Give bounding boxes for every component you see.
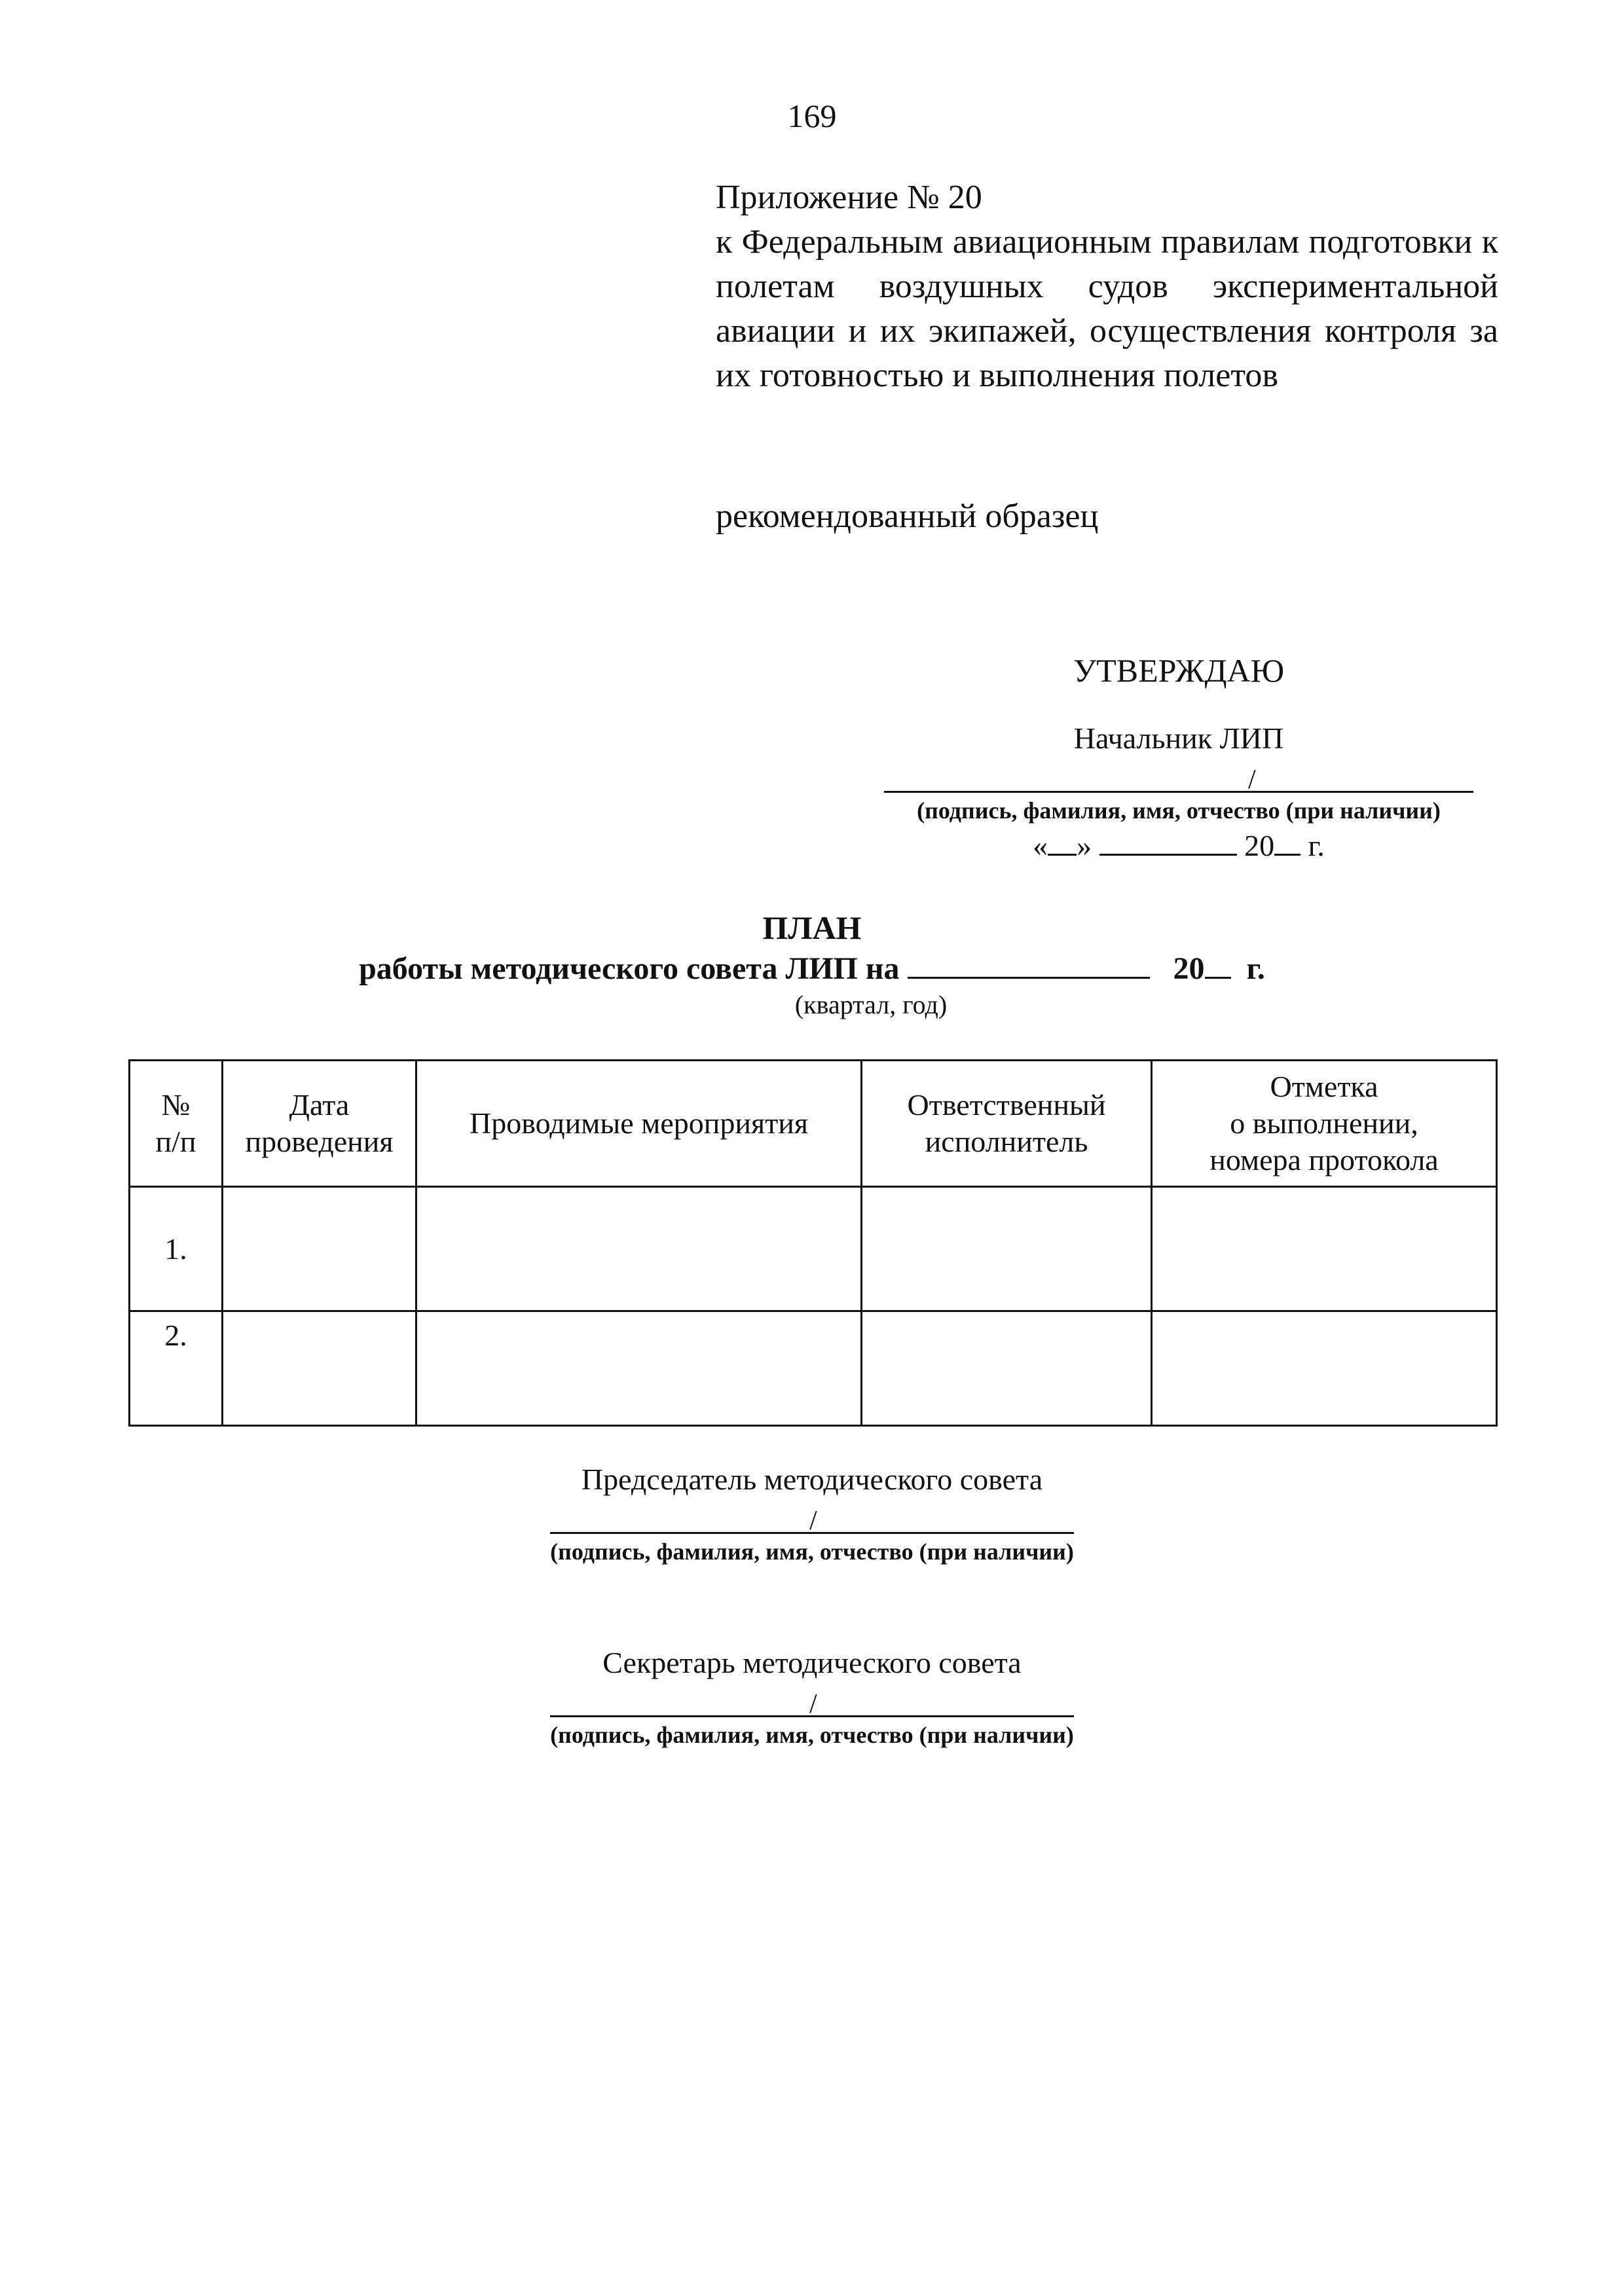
page-number: 169	[787, 98, 837, 134]
row-responsible-cell[interactable]	[862, 1311, 1152, 1426]
approval-signature-slash: /	[1248, 765, 1256, 795]
chairman-signature-caption: (подпись, фамилия, имя, отчество (при наличии)	[550, 1539, 1074, 1565]
chairman-block	[485, 1460, 1139, 1567]
header-mark	[1152, 1061, 1497, 1187]
row-mark-cell[interactable]	[1152, 1311, 1497, 1426]
table-header-row	[130, 1061, 1497, 1187]
header-num	[130, 1061, 223, 1187]
plan-subtitle-prefix: работы методического совета ЛИП на	[359, 951, 900, 986]
appendix-block	[716, 175, 1498, 398]
row-date-cell[interactable]	[223, 1311, 416, 1426]
chairman-signature-slash: /	[809, 1506, 817, 1536]
plan-year-blank[interactable]	[1205, 951, 1231, 979]
row-date-cell[interactable]	[223, 1187, 416, 1311]
header-date-line2: проведения	[245, 1125, 394, 1158]
secretary-block	[485, 1643, 1139, 1750]
plan-table	[128, 1059, 1498, 1427]
appendix-title: Приложение № 20	[716, 179, 982, 216]
header-date-line1: Дата	[289, 1088, 350, 1121]
table-row	[130, 1311, 1497, 1426]
header-responsible-line2: исполнитель	[925, 1125, 1088, 1158]
approval-position: Начальник ЛИП	[1073, 721, 1284, 755]
approval-signature-caption: (подпись, фамилия, имя, отчество (при наличии)	[917, 797, 1441, 824]
plan-period-caption: (квартал, год)	[794, 990, 948, 1019]
plan-subtitle	[0, 949, 1624, 989]
date-month-blank[interactable]	[1099, 828, 1237, 856]
row-events-cell[interactable]	[416, 1311, 862, 1426]
header-date	[223, 1061, 416, 1187]
header-num-line2: п/п	[155, 1125, 196, 1158]
date-year-suffix: г.	[1308, 829, 1325, 862]
row-responsible-cell[interactable]	[862, 1187, 1152, 1311]
header-mark-line2: о выполнении,	[1230, 1106, 1418, 1140]
date-close-quote: »	[1077, 829, 1092, 862]
row-num-cell: 1.	[130, 1187, 223, 1311]
secretary-signature-slash: /	[809, 1689, 817, 1719]
header-events: Проводимые мероприятия	[416, 1061, 862, 1187]
date-day-blank[interactable]	[1048, 828, 1077, 856]
chairman-title: Председатель методического совета	[581, 1463, 1043, 1496]
approval-signature-line[interactable]	[884, 758, 1473, 793]
header-responsible-line1: Ответственный	[907, 1088, 1106, 1121]
date-year-blank[interactable]	[1274, 828, 1301, 856]
row-events-cell[interactable]	[416, 1187, 862, 1311]
approval-title: УТВЕРЖДАЮ	[1073, 652, 1285, 689]
appendix-text: к Федеральным авиационным правилам подготовки к полетам воздушных судов экспериментальной авиации и их экипажей, осуществления контроля за их готовностью и выполнения полетов	[716, 223, 1498, 394]
secretary-signature-line[interactable]	[550, 1683, 1074, 1717]
header-num-line1: №	[161, 1088, 191, 1121]
plan-title: ПЛАН	[762, 909, 862, 946]
plan-year-suffix: г.	[1246, 951, 1265, 986]
header-responsible	[862, 1061, 1152, 1187]
plan-heading	[0, 907, 1624, 1021]
chairman-signature-line[interactable]	[550, 1499, 1074, 1534]
secretary-signature-caption: (подпись, фамилия, имя, отчество (при наличии)	[550, 1722, 1074, 1748]
approval-block	[877, 648, 1480, 865]
date-open-quote: «	[1033, 829, 1048, 862]
row-mark-cell[interactable]	[1152, 1187, 1497, 1311]
plan-period-blank[interactable]	[908, 951, 1150, 979]
plan-year-prefix: 20	[1173, 951, 1205, 986]
header-mark-line1: Отметка	[1270, 1070, 1378, 1103]
date-year-prefix: 20	[1244, 829, 1275, 862]
table-row	[130, 1187, 1497, 1311]
header-mark-line3: номера протокола	[1209, 1143, 1439, 1176]
sample-label: рекомендованный образец	[716, 498, 1099, 535]
approval-date	[877, 827, 1480, 865]
secretary-title: Секретарь методического совета	[602, 1646, 1022, 1679]
row-num-cell: 2.	[130, 1311, 223, 1426]
